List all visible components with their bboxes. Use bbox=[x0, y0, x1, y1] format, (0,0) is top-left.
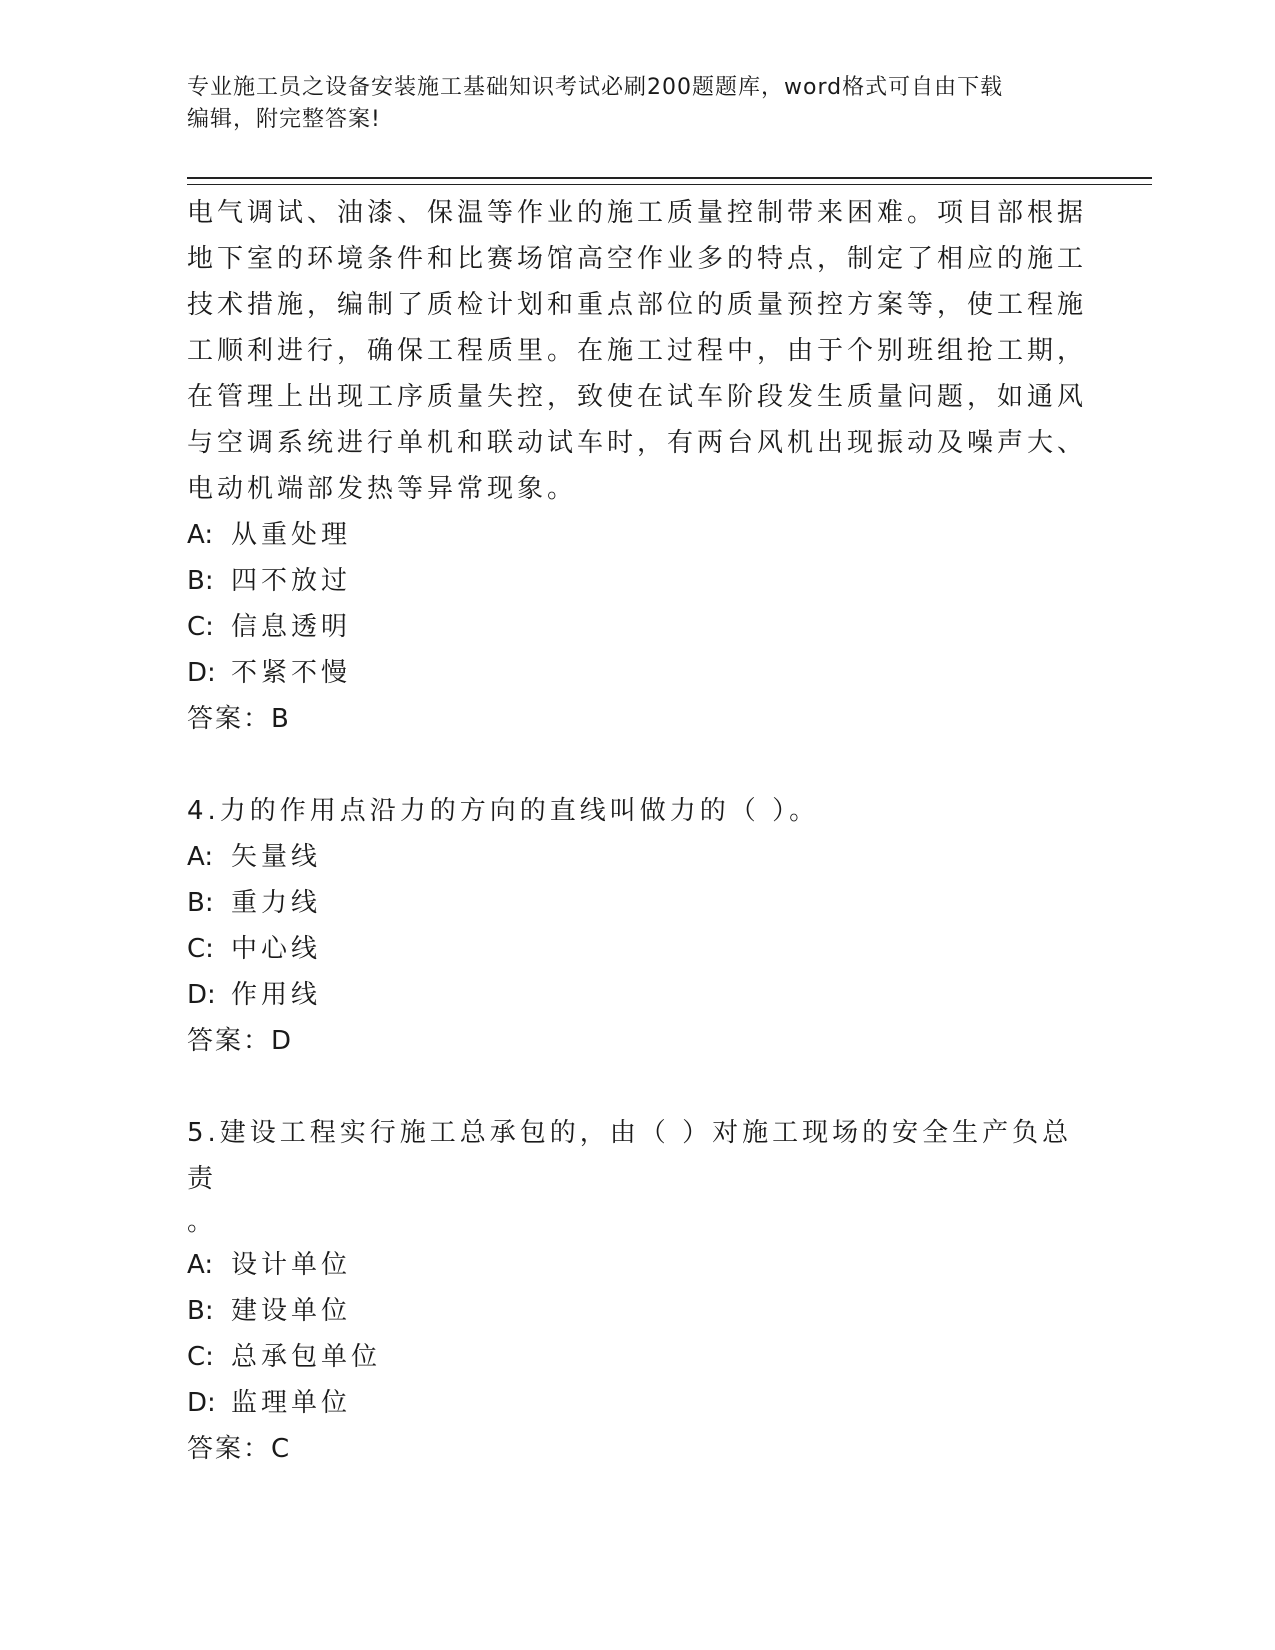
option-letter: B: bbox=[187, 888, 214, 918]
option-text: 作用线 bbox=[231, 980, 322, 1010]
option-letter: D: bbox=[187, 980, 216, 1010]
option-text: 矢量线 bbox=[231, 842, 322, 872]
header-divider-thick bbox=[187, 177, 1152, 179]
question-5-answer: 答案：C bbox=[187, 1434, 292, 1464]
option-letter: B: bbox=[187, 566, 214, 596]
option-text: 信息透明 bbox=[231, 612, 352, 642]
question-3-block bbox=[187, 190, 1087, 742]
question-5-option-a bbox=[187, 1242, 1087, 1288]
option-letter: A: bbox=[187, 520, 214, 550]
option-text: 从重处理 bbox=[231, 520, 352, 550]
option-text: 四不放过 bbox=[231, 566, 352, 596]
option-text: 建设单位 bbox=[231, 1296, 352, 1326]
question-5-text-end: 。 bbox=[187, 1207, 218, 1237]
option-letter: C: bbox=[187, 612, 214, 642]
question-4-option-d bbox=[187, 972, 1087, 1018]
question-3-answer: 答案：B bbox=[187, 704, 291, 734]
question-3-option-d bbox=[187, 650, 1087, 696]
question-4-option-b bbox=[187, 880, 1087, 926]
question-5-option-b bbox=[187, 1288, 1087, 1334]
option-letter: A: bbox=[187, 842, 214, 872]
option-letter: D: bbox=[187, 658, 216, 688]
header-line-1: 专业施工员之设备安装施工基础知识考试必刷200题题库，word格式可自由下载 bbox=[187, 75, 1004, 100]
question-3-option-a bbox=[187, 512, 1087, 558]
header-divider-thin bbox=[187, 184, 1152, 185]
question-5-option-c bbox=[187, 1334, 1087, 1380]
document-header bbox=[187, 72, 1067, 136]
question-3-line: 电动机端部发热等异常现象。 bbox=[187, 474, 578, 504]
option-letter: C: bbox=[187, 934, 214, 964]
question-3-line: 电气调试、油漆、保温等作业的施工质量控制带来困难。项目部根据 bbox=[187, 198, 1088, 228]
question-5-text: 5.建设工程实行施工总承包的，由（ ）对施工现场的安全生产负总责 bbox=[187, 1118, 1073, 1194]
question-3-option-b bbox=[187, 558, 1087, 604]
question-3-option-c bbox=[187, 604, 1087, 650]
question-3-line: 工顺利进行，确保工程质里。在施工过程中，由于个别班组抢工期， bbox=[187, 336, 1088, 366]
question-4-option-c bbox=[187, 926, 1087, 972]
option-text: 重力线 bbox=[231, 888, 322, 918]
option-letter: A: bbox=[187, 1250, 214, 1280]
question-4-answer: 答案：D bbox=[187, 1026, 294, 1056]
question-4-option-a bbox=[187, 834, 1087, 880]
question-3-line: 技术措施，编制了质检计划和重点部位的质量预控方案等，使工程施 bbox=[187, 290, 1088, 320]
spacer bbox=[187, 742, 1087, 788]
option-letter: D: bbox=[187, 1388, 216, 1418]
option-text: 设计单位 bbox=[231, 1250, 352, 1280]
spacer bbox=[187, 1064, 1087, 1110]
question-3-line: 在管理上出现工序质量失控，致使在试车阶段发生质量问题，如通风 bbox=[187, 382, 1088, 412]
question-5-option-d bbox=[187, 1380, 1087, 1426]
option-letter: C: bbox=[187, 1342, 214, 1372]
question-5-block bbox=[187, 1110, 1087, 1472]
question-3-line: 与空调系统进行单机和联动试车时，有两台风机出现振动及噪声大、 bbox=[187, 428, 1088, 458]
question-4-block bbox=[187, 788, 1087, 1064]
document-body bbox=[187, 190, 1087, 1472]
question-3-line: 地下室的环境条件和比赛场馆高空作业多的特点，制定了相应的施工 bbox=[187, 244, 1088, 274]
question-4-text: 4.力的作用点沿力的方向的直线叫做力的（ ）。 bbox=[187, 796, 820, 826]
option-text: 总承包单位 bbox=[231, 1342, 382, 1372]
option-text: 监理单位 bbox=[231, 1388, 352, 1418]
option-text: 不紧不慢 bbox=[231, 658, 352, 688]
option-letter: B: bbox=[187, 1296, 214, 1326]
option-text: 中心线 bbox=[231, 934, 322, 964]
header-line-2: 编辑，附完整答案! bbox=[187, 107, 381, 132]
